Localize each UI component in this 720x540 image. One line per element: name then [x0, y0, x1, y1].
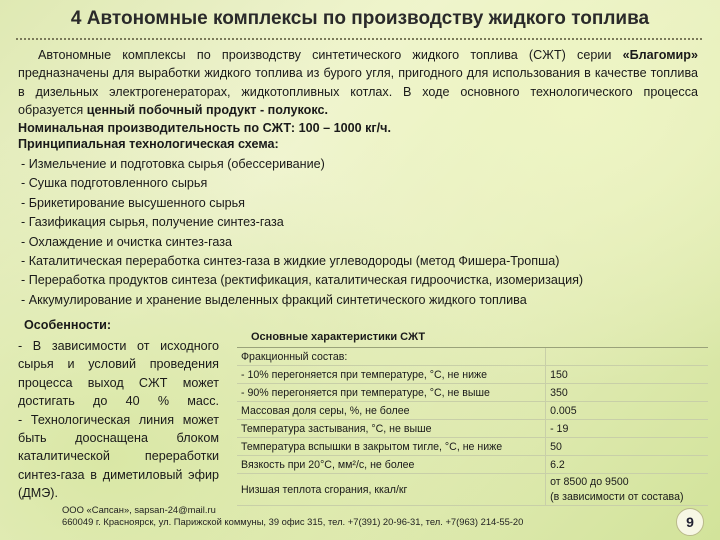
intro-text-a: Автономные комплексы по производству синтетического жидкого топлива (СЖТ) серии — [38, 48, 623, 62]
table-row — [237, 348, 708, 366]
spec-label: Температура застывания, °С, не выше — [237, 420, 546, 438]
spec-label: Температура вспышки в закрытом тигле, °С, не ниже — [237, 438, 546, 456]
features-text — [18, 337, 219, 503]
list-item: - Газификация сырья, получение синтез-газа — [21, 215, 284, 230]
spec-value: 0.005 — [546, 402, 708, 420]
intro-byproduct: ценный побочный продукт - полукокс. — [86, 102, 328, 117]
spec-value-note: (в зависимости от состава) — [550, 490, 684, 503]
footer-contacts — [62, 504, 523, 528]
spec-value: 50 — [546, 438, 708, 456]
features-title: Особенности: — [24, 318, 112, 332]
spec-value: - 19 — [546, 420, 708, 438]
feature-item: - В зависимости от исходного сырья и условий проведения процесса выход СЖТ может достигать до 40 % масс. — [18, 339, 219, 409]
list-item: - Переработка продуктов синтеза (ректификация, каталитическая гидроочистка, изомеризация) — [21, 273, 584, 288]
spec-label: - 90% перегоняется при температуре, °С, не выше — [237, 384, 546, 402]
list-item: - Аккумулирование и хранение выделенных фракций синтетического жидкого топлива — [21, 292, 527, 307]
spec-label: Вязкость при 20°С, мм²/с, не более — [237, 456, 546, 474]
spec-value-cell — [546, 474, 708, 506]
intro-paragraph — [18, 46, 698, 137]
specs-table-title: Основные характеристики СЖТ — [237, 327, 708, 348]
list-item: - Сушка подготовленного сырья — [21, 176, 208, 191]
table-row — [237, 366, 708, 384]
table-row — [237, 474, 708, 506]
feature-item: - Технологическая линия может быть дооснащена блоком каталитической переработки синтез-газа в диметиловый эфир (ДМЭ). — [18, 412, 219, 501]
list-item: - Охлаждение и очистка синтез-газа — [21, 234, 233, 249]
spec-label: - 10% перегоняется при температуре, °С, не ниже — [237, 366, 546, 384]
spec-label: Массовая доля серы, %, не более — [237, 402, 546, 420]
scheme-steps-list — [21, 155, 701, 310]
footer-address: 660049 г. Красноярск, ул. Парижской коммуны, 39 офис 315, тел. +7(391) 20-96-31, тел. +7(963) 214-55-20 — [62, 516, 524, 527]
specs-table — [237, 327, 708, 506]
spec-value — [546, 348, 708, 366]
title-divider — [16, 38, 702, 40]
table-row — [237, 420, 708, 438]
slide-title: 4 Автономные комплексы по производству жидкого топлива — [70, 8, 650, 29]
footer-company: ООО «Сапсан», sapsan-24@mail.ru — [62, 504, 216, 515]
intro-capacity: Номинальная производительность по СЖТ: 100 – 1000 кг/ч. — [18, 121, 391, 136]
spec-value: 350 — [546, 384, 708, 402]
spec-label: Фракционный состав: — [237, 348, 546, 366]
table-row — [237, 438, 708, 456]
intro-text-b: предназначены для выработки жидкого топлива из бурого угля, пригодного для использования в качестве топлива в дизельных электрогенераторах, жидкотопливных котлах. В ходе основного технологического процесса образуется — [18, 66, 698, 117]
spec-value: 6.2 — [546, 456, 708, 474]
table-row — [237, 456, 708, 474]
list-item: - Каталитическая переработка синтез-газа в жидкие углеводороды (метод Фишера-Тропша) — [21, 254, 560, 269]
spec-label: Низшая теплота сгорания, ккал/кг — [237, 474, 546, 506]
spec-value: от 8500 до 9500 — [550, 475, 629, 488]
spec-value: 150 — [546, 366, 708, 384]
page-number-badge: 9 — [676, 508, 704, 536]
list-item: - Измельчение и подготовка сырья (обессеривание) — [21, 157, 325, 171]
list-item: - Брикетирование высушенного сырья — [21, 195, 245, 210]
table-row — [237, 402, 708, 420]
scheme-title: Принципиальная технологическая схема: — [18, 137, 279, 151]
intro-brand: «Благомир» — [622, 48, 698, 62]
table-row — [237, 384, 708, 402]
